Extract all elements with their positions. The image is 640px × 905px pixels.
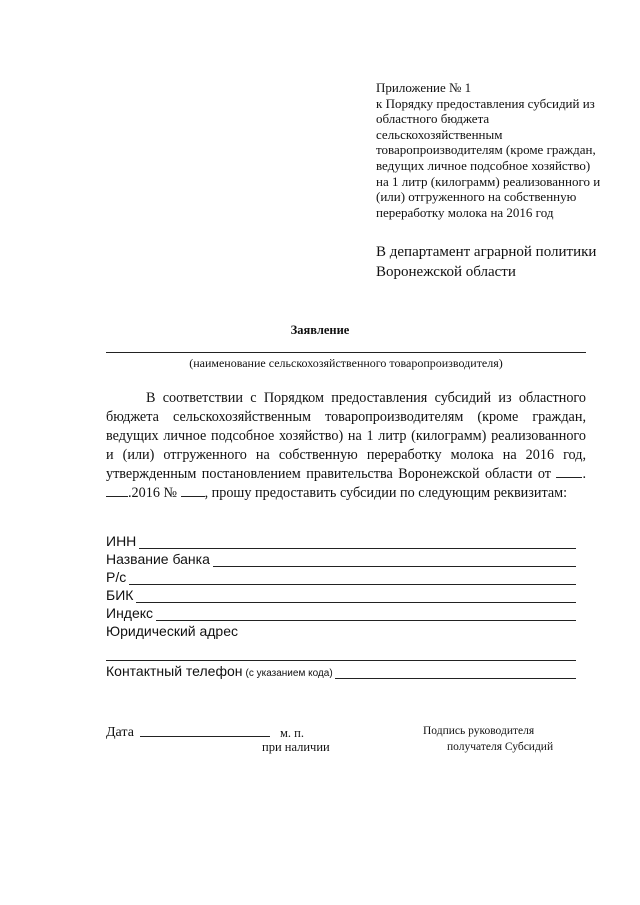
- body-text-end: , прошу предоставить субсидии по следующим реквизитам:: [204, 485, 568, 501]
- account-label: Р/с: [106, 569, 127, 585]
- phone-input-line[interactable]: [335, 665, 576, 679]
- signature-caption-line-2: получателя Субсидий: [447, 741, 554, 753]
- legal-address-field[interactable]: [106, 621, 576, 639]
- application-paragraph: [106, 389, 586, 503]
- stamp-note: при наличии: [262, 740, 330, 754]
- date-label: Дата: [106, 725, 134, 740]
- inn-input-line[interactable]: [139, 535, 576, 549]
- producer-name-line[interactable]: [106, 352, 586, 353]
- appendix-line: к Порядку предоставления субсидий из: [376, 95, 595, 111]
- index-field[interactable]: [106, 603, 576, 621]
- legal-address-input-line[interactable]: [106, 647, 576, 661]
- bik-input-line[interactable]: [136, 589, 576, 603]
- resolution-number-blank[interactable]: [181, 484, 205, 497]
- bank-name-input-line[interactable]: [213, 553, 576, 567]
- appendix-line: товаропроизводителям (кроме граждан,: [376, 142, 596, 158]
- body-text-main: В соответствии с Порядком предоставления субсидий из областного бюджета сельскохозяйственным товаропроизводителям (кроме граждан, ведущих личное подсобное хозяйство) на 1 литр (килограмм) реализованного и (или) отгруженного на собственную переработку молока на 2016 год, утвержденным постановлением правительства Воронежской области от: [106, 390, 586, 482]
- bik-field[interactable]: [106, 585, 576, 603]
- bank-name-label: Название банка: [106, 551, 210, 567]
- resolution-day-blank[interactable]: [556, 465, 582, 478]
- bank-name-field[interactable]: [106, 549, 576, 567]
- stamp-place-label: м. п.: [280, 726, 304, 740]
- appendix-line: областного бюджета: [376, 111, 490, 127]
- account-field[interactable]: [106, 567, 576, 585]
- index-label: Индекс: [106, 605, 154, 621]
- inn-label: ИНН: [106, 533, 137, 549]
- phone-field[interactable]: [106, 661, 576, 679]
- signature-caption-line-1: Подпись руководителя: [423, 725, 535, 737]
- requisites-fields: [106, 531, 576, 679]
- account-input-line[interactable]: [129, 571, 576, 585]
- producer-name-caption: (наименование сельскохозяйственного товаропроизводителя): [189, 356, 503, 370]
- appendix-line: (или) отгруженного на собственную: [376, 189, 577, 205]
- date-input-line[interactable]: [140, 736, 270, 737]
- appendix-line: Приложение № 1: [376, 80, 472, 95]
- resolution-month-blank[interactable]: [106, 484, 128, 497]
- legal-address-field-line[interactable]: [106, 639, 576, 661]
- addressee-block: [376, 242, 596, 282]
- appendix-line: сельскохозяйственным: [376, 126, 503, 142]
- date-separator: .: [582, 466, 586, 482]
- application-body: [106, 389, 586, 503]
- bik-label: БИК: [106, 587, 134, 603]
- legal-address-label: Юридический адрес: [106, 623, 239, 639]
- appendix-line: переработку молока на 2016 год: [376, 204, 554, 220]
- resolution-year-label: .2016 №: [128, 485, 178, 501]
- phone-label: Контактный телефон: [106, 663, 243, 679]
- addressee-line-1: В департамент аграрной политики: [376, 244, 597, 260]
- appendix-line: ведущих личное подсобное хозяйство): [376, 157, 591, 173]
- addressee-line-2: Воронежской области: [376, 264, 516, 280]
- appendix-line: на 1 литр (килограмм) реализованного и: [376, 173, 601, 189]
- phone-hint: (с указанием кода): [245, 668, 333, 679]
- document-title: Заявление: [290, 323, 350, 337]
- inn-field[interactable]: [106, 531, 576, 549]
- appendix-header: [376, 80, 611, 220]
- index-input-line[interactable]: [156, 607, 576, 621]
